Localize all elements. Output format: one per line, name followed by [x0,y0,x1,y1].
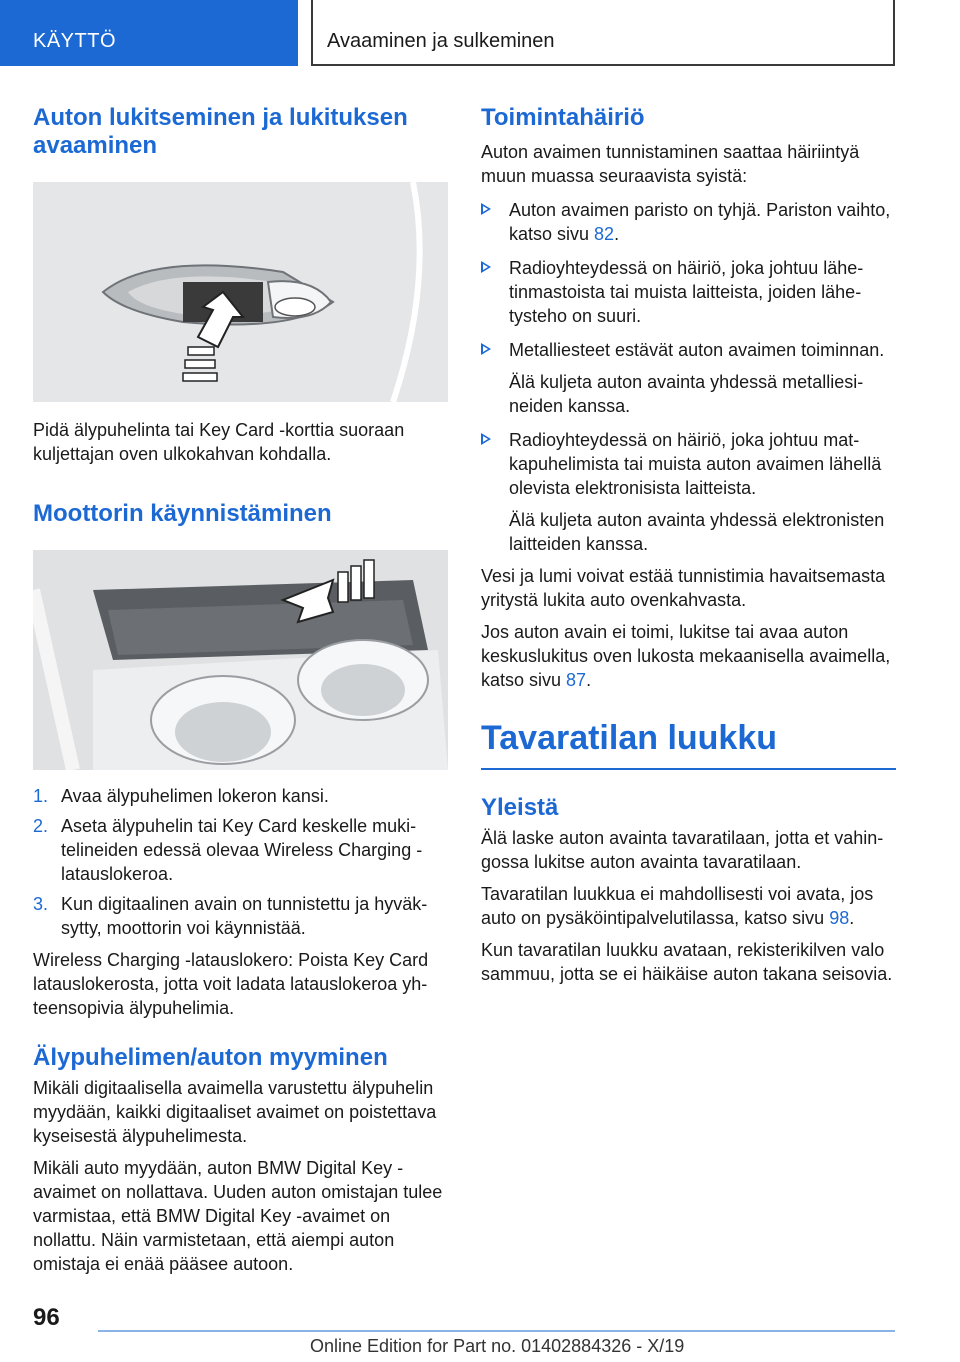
cause-item [481,198,896,246]
page-link-87[interactable]: 87 [566,670,587,690]
general-paragraph-2 [481,882,896,930]
cause-note: Älä kuljeta auton avainta yhdessä elektronisten laitteiden kanssa. [509,510,885,554]
door-handle-illustration [33,182,448,402]
charging-tray-illustration [33,550,448,770]
key-text-end: . [586,670,592,690]
fault-paragraph: Auton avaimen tunnistaminen saattaa häiriintyä muun muassa seuraavista syistä: [481,142,860,186]
page-number: 96 [33,1304,60,1331]
cause-text: Radioyhteydessä on häiriö, joka johtuu lähetinmastoista tai muista laitteista, joiden lähetysteho on suuri. [509,258,864,326]
fault-causes [481,198,896,362]
step-item [33,892,448,940]
key-text: Jos auton avain ei toimi, lukitse tai avaa auton keskuslukitus oven lukosta mekaanisella avaimella, katso sivu [481,622,891,690]
triangle-bullet-icon [481,261,491,273]
right-column [481,100,896,986]
lock-paragraph: Pidä älypuhelinta tai Key Card -korttia suoraan kuljettajan oven ulkokahvan kohdalla. [33,420,405,464]
charging-tray-figure [33,550,448,770]
sell-paragraph-1: Mikäli digitaalisella avaimella varustettu älypuhelin myydään, kaikki digitaaliset avaimet on poistettava kyseisestä älypuhelimesta. [33,1078,437,1146]
step-text: Aseta älypuhelin tai Key Card keskelle mukitelineiden edessä olevaa Wireless Charging -latauslokeroa. [61,816,423,884]
triangle-bullet-icon [481,433,491,445]
step-text: Avaa älypuhelimen lokeron kansi. [61,786,329,806]
step-number: 2. [33,816,49,836]
general-paragraph-1: Älä laske auton avainta tavaratilaan, jotta et vahingossa lukitse auton avainta tavaratilaan. [481,828,884,872]
sell-paragraph-2: Mikäli auto myydään, auton BMW Digital Key -avaimet on nollattava. Uuden auton omistajan tulee varmistaa, että BMW Digital Key -avaimet on nollattu. Näin varmistetaan, että aiempi auton omistaja ei enää pääsee autoon. [33,1158,443,1274]
step-item [33,814,448,886]
heading-sell: Älypuhelimen/auton myyminen [33,1044,388,1071]
chapter-title: Avaaminen ja sulkeminen [311,0,895,66]
step-text: Kun digitaalinen avain on tunnistettu ja hyväksytty, moottorin voi käynnistää. [61,894,428,938]
general-text-end: . [849,908,855,928]
page-link-82[interactable]: 82 [594,224,615,244]
page-header [0,0,960,66]
water-paragraph: Vesi ja lumi voivat estää tunnistimia havaitsemasta yritystä lukita auto ovenkahvasta. [481,566,886,610]
step-item [33,784,448,808]
triangle-bullet-icon [481,203,491,215]
triangle-bullet-icon [481,343,491,355]
heading-fault: Toimintahäiriö [481,104,645,131]
cause-text-end: . [614,224,620,244]
door-handle-figure [33,182,448,402]
general-paragraph-3: Kun tavaratilan luukku avataan, rekisterikilven valo sammuu, jotta se ei häikäise auton takana seisovia. [481,940,893,984]
cause-item [481,338,896,362]
cause-note: Älä kuljeta auton avainta yhdessä metalliesineiden kanssa. [509,372,864,416]
heading-general: Yleistä [481,794,559,821]
fault-causes-2 [481,428,896,500]
heading-start: Moottorin käynnistäminen [33,500,332,527]
cause-text: Auton avaimen paristo on tyhjä. Pariston vaihto, katso sivu [509,200,891,244]
step-number: 3. [33,894,49,914]
cause-text: Radioyhteydessä on häiriö, joka johtuu matkapuhelimista tai muista auton avaimen lähellä olevista elektronisista laitteista. [509,430,882,498]
edition-text: Online Edition for Part no. 01402884326 - X/19 [310,1336,685,1356]
heading-lock: Auton lukitseminen ja lukituksen avaaminen [33,104,408,159]
footer-divider [98,1330,895,1332]
key-paragraph [481,620,896,692]
left-column [33,100,448,1276]
section-tab[interactable]: KÄYTTÖ [0,0,298,66]
heading-trunk: Tavaratilan luukku [481,718,896,770]
cause-item [481,256,896,328]
cause-text: Metalliesteet estävät auton avaimen toiminnan. [509,340,885,360]
wireless-paragraph: Wireless Charging -latauslokero: Poista Key Card latauslokerosta, jotta voit ladata latauslokeroa yhteensopivia älypuhelimia. [33,950,429,1018]
page-link-98[interactable]: 98 [829,908,850,928]
cause-item [481,428,896,500]
step-number: 1. [33,786,49,806]
start-steps [33,784,448,940]
general-text: Tavaratilan luukkua ei mahdollisesti voi avata, jos auto on pysäköintipalvelutilassa, katso sivu [481,884,874,928]
